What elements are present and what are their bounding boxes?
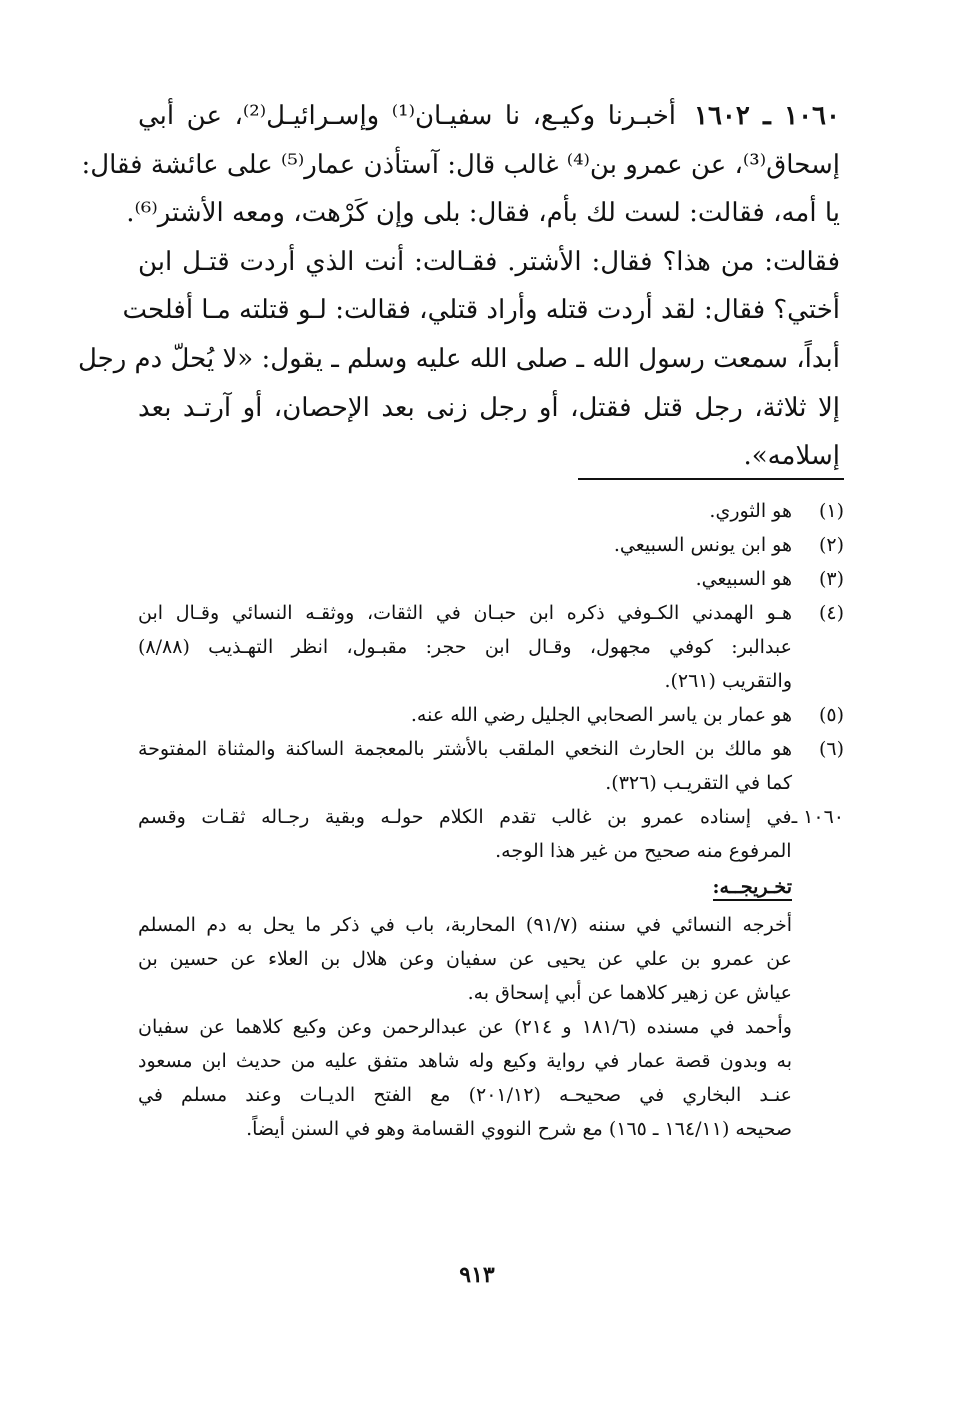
footnote-line: هو مالك بن الحارث النخعي الملقب بالأشتر بالمعجمة الساكنة والمثناة المفتوحة	[138, 738, 792, 760]
footnote-number: (٣)	[818, 568, 844, 590]
footnote	[138, 528, 844, 562]
footnote-text	[138, 732, 792, 800]
hadith-line	[126, 189, 840, 238]
footnote-number: (٥)	[818, 704, 844, 726]
footnote	[138, 800, 844, 868]
footnote-text	[138, 596, 792, 698]
takhrij-line: عن عمرو بن علي عن يحيى عن سفيان وعن هلال بن العلاء عن حسين بن	[138, 948, 792, 970]
takhrij-line: وأحمد في مسنده (١٨١/٦ و ٢١٤) عن عبدالرحمن وعن وكيع كلاهما عن سفيان	[138, 1016, 792, 1038]
hadith-line	[138, 432, 840, 481]
takhrij-heading	[138, 870, 792, 904]
footnote-line: عبدالبر: كوفي مجهول، وقـال ابن حجر: مقبـول، انظر التهـذيب (٨/٨٨)	[138, 636, 792, 658]
footnote-number: (٢)	[818, 534, 844, 556]
takhrij-line: صحيحه (١٦٤/١١ ـ ١٦٥) مع شرح النووي القسامة وهو في السنن أيضاً.	[246, 1118, 792, 1140]
takhrij-line: عنـد البخاري في صحيحـه (٢٠١/١٢) مع الفتح الديـات وعند مسلم في	[138, 1084, 792, 1106]
hadith-line-text: إسلامه».	[743, 441, 840, 472]
hadith-line	[77, 335, 840, 384]
footnote-list	[138, 494, 844, 868]
hadith-line-text: أخبـرنا وكيـع، نا سفيـان⁽¹⁾ وإسـرائيـل⁽²⁾، عن أبي	[138, 101, 676, 131]
footnote-separator	[578, 478, 844, 480]
takhrij-text	[138, 908, 844, 1146]
footnote-line: كما في التقريـب (٣٢٦).	[605, 772, 792, 794]
footnote	[138, 494, 844, 528]
hadith-number: ١٠٦٠ ـ ١٦٠٢	[694, 101, 840, 131]
hadith-line	[138, 384, 840, 433]
footnote-line: هو عمار بن ياسر الصحابي الجليل رضي الله عنه.	[410, 704, 792, 726]
hadith-line-text: يا أمه، فقالت: لست لك بأم، فقال: بلى وإن كَرْهت، ومعه الأشتر⁽⁶⁾.	[126, 198, 840, 229]
footnote-line: هو ابن يونس السبيعي.	[613, 534, 792, 556]
takhrij-line: أخرجه النسائي في سننه (٩١/٧) المحاربة، باب في ذكر ما يحل به دم المسلم	[138, 914, 792, 936]
footnote-line: هو الثوري.	[709, 500, 792, 522]
takhrij-paragraph	[138, 1010, 844, 1146]
takhrij-heading-text: تخـريجــه:	[713, 876, 793, 901]
footnote-text	[138, 698, 792, 732]
footnote-line: هـو الهمدني الكـوفي ذكره ابن حبـان في الثقات، ووثقـه النسائي وقـال ابن	[138, 602, 792, 624]
footnote-number: (١)	[818, 500, 844, 522]
footnote	[138, 562, 844, 596]
hadith-line	[138, 92, 840, 141]
footnotes-section	[138, 494, 844, 1146]
takhrij-line: به وبدون قصة عمار في رواية وكيع وله شاهد متفق عليه من حديث ابن مسعود	[138, 1050, 792, 1072]
footnote-number: (٦)	[818, 738, 844, 760]
footnote-line: والتقريب (٢٦١).	[664, 670, 792, 692]
footnote	[138, 732, 844, 800]
hadith-text	[77, 92, 840, 481]
footnote	[138, 698, 844, 732]
footnote-text	[138, 562, 792, 596]
footnote-line: في إسناده عمرو بن غالب تقدم الكلام حولـه وبقية رجـاله ثقـات وقسم	[138, 806, 792, 828]
hadith-line-text: إلا ثلاثة، رجل قتل فقتل، أو رجل زنى بعد الإحصان، أو آرتـد بعد	[138, 392, 840, 423]
takhrij-line: عياش عن زهير كلاهما عن أبي إسحاق به.	[467, 982, 792, 1004]
hadith-line-text: إسحاق⁽³⁾، عن عمرو بن⁽⁴⁾ غالب قال: آستأذن عمار⁽⁵⁾ على عائشة فقال:	[81, 149, 840, 180]
hadith-line	[138, 238, 840, 287]
page-number: ٩١٣	[459, 1262, 495, 1288]
footnote-number: (٤)	[818, 602, 844, 624]
hadith-line-text: فقالت: من هذا؟ فقال: الأشتر. فقـالت: أنت الذي أردت قتـل ابن	[138, 246, 840, 277]
footnote-text	[138, 800, 792, 868]
hadith-line-text: أبداً، سمعت رسول الله ـ صلى الله عليه وسلم ـ يقول: «لا يُحلّ دم رجل	[77, 343, 840, 374]
footnote-line: هو السبيعي.	[695, 568, 792, 590]
footnote-number: ١٠٦٠ ـ	[791, 806, 844, 828]
footnote-text	[138, 494, 792, 528]
footnote-text	[138, 528, 792, 562]
takhrij-paragraph	[138, 908, 844, 1010]
hadith-line-text: أختي؟ فقال: لقد أردت قتله وأراد قتلي، فقالت: لـو قتلته مـا أفلحت	[122, 295, 840, 326]
hadith-line	[122, 286, 840, 335]
hadith-line	[81, 141, 840, 190]
footnote-line: المرفوع منه صحيح من غير هذا الوجه.	[495, 840, 792, 862]
footnote	[138, 596, 844, 698]
